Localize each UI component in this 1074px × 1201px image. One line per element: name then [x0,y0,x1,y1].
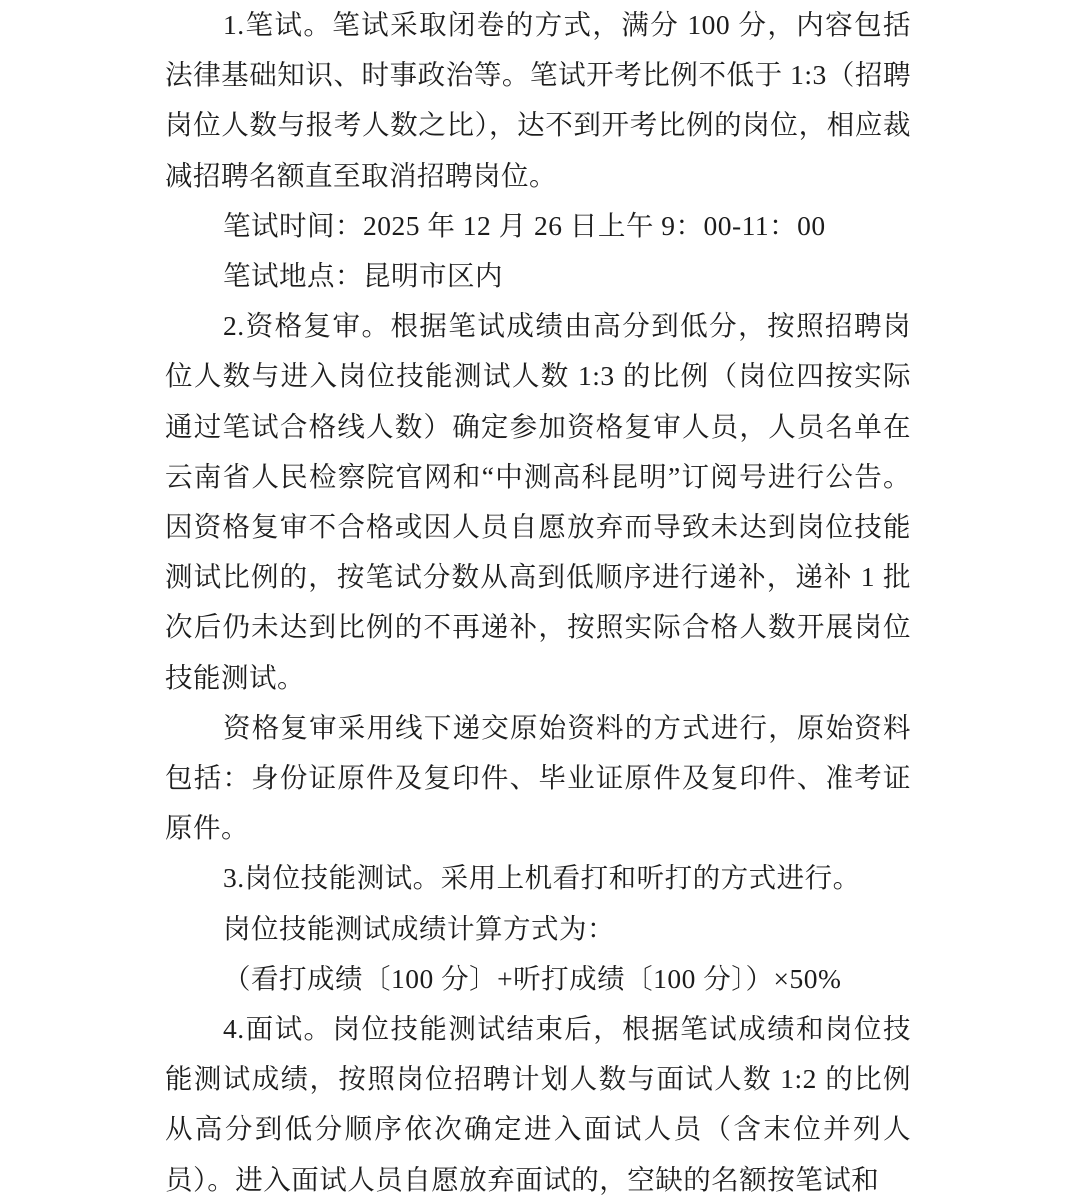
para-written-test-time: 笔试时间：2025 年 12 月 26 日上午 9：00-11：00 [223,209,826,241]
document-body [165,0,911,1201]
para-written-test-location: 笔试地点：昆明市区内 [223,260,503,292]
para-written-test: 1.笔试。笔试采取闭卷的方式，满分 100 分，内容包括法律基础知识、时事政治等。笔试开考比例不低于 1:3（招聘岗位人数与报考人数之比），达不到开考比例的岗位，相应裁减招聘名额直至取消招聘岗位。 [165,9,911,191]
para-review-materials: 资格复审采用线下递交原始资料的方式进行，原始资料包括：身份证原件及复印件、毕业证原件及复印件、准考证原件。 [165,711,911,844]
para-interview: 4.面试。岗位技能测试结束后，根据笔试成绩和岗位技能测试成绩，按照岗位招聘计划人数与面试人数 1:2 的比例从高分到低分顺序依次确定进入面试人员（含末位并列人员）。进入面试人员自愿放弃面试的，空缺的名额按笔试和 [165,1013,911,1195]
para-skill-test-score-intro: 岗位技能测试成绩计算方式为： [223,912,615,944]
para-qualification-review: 2.资格复审。根据笔试成绩由高分到低分，按照招聘岗位人数与进入岗位技能测试人数 1:3 的比例（岗位四按实际通过笔试合格线人数）确定参加资格复审人员，人员名单在云南省人民检察院官网和“中测高科昆明”订阅号进行公告。因资格复审不合格或因人员自愿放弃而导致未达到岗位技能测试比例的，按笔试分数从高到低顺序进行递补，递补 1 批次后仍未达到比例的不再递补，按照实际合格人数开展岗位技能测试。 [165,310,911,693]
para-skill-test-formula: （看打成绩〔100 分〕+听打成绩〔100 分〕）×50% [223,962,842,994]
para-skill-test: 3.岗位技能测试。采用上机看打和听打的方式进行。 [223,862,861,894]
